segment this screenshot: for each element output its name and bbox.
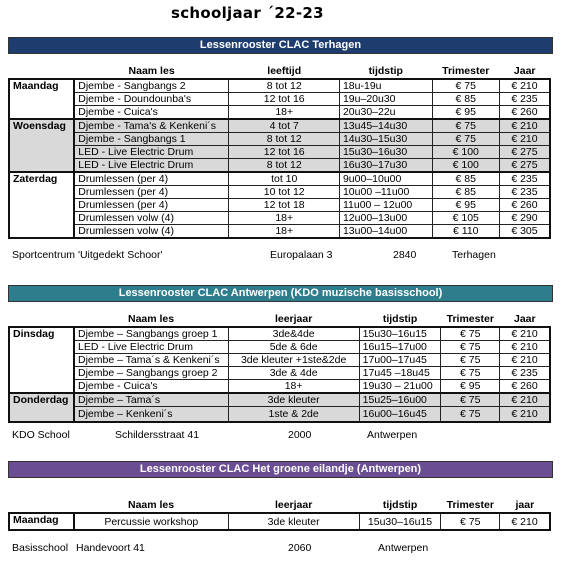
price-year: € 210 — [500, 354, 550, 367]
lesson-name: Drumlessen (per 4) — [74, 186, 229, 199]
price-year: € 275 — [499, 146, 550, 159]
price-year: € 235 — [499, 93, 550, 106]
day-label: Zaterdag — [9, 172, 74, 238]
location-street: Europalaan 3 — [270, 249, 333, 261]
time: 16u15–17u00 — [359, 341, 441, 354]
page-title: schooljaar ´22-23 — [171, 4, 324, 22]
age: 8 tot 12 — [229, 133, 340, 146]
lesson-name: Djembe – Sangbangs groep 2 — [74, 367, 228, 380]
grade: 5de & 6de — [228, 341, 359, 354]
table-row — [9, 341, 550, 354]
location-zip: 2000 — [288, 429, 312, 441]
time: 18u-19u — [339, 79, 432, 93]
location-city: Antwerpen — [367, 429, 418, 441]
table-row — [9, 79, 550, 93]
grade: 3de & 4de — [228, 367, 359, 380]
price-trimester: € 75 — [432, 79, 499, 93]
location-name: Basisschool — [12, 542, 69, 554]
price-year: € 260 — [499, 106, 550, 120]
price-year: € 290 — [499, 212, 550, 225]
table-row — [9, 380, 550, 394]
price-trimester: € 100 — [432, 159, 499, 173]
lesson-name: Drumlessen volw (4) — [74, 212, 229, 225]
lesson-name: Drumlessen (per 4) — [74, 172, 229, 186]
lesson-name: Djembe – Sangbangs groep 1 — [74, 327, 228, 341]
price-trimester: € 105 — [432, 212, 499, 225]
price-trimester: € 85 — [432, 186, 499, 199]
price-year: € 210 — [499, 133, 550, 146]
lesson-name: Djembe - Cuica's — [74, 380, 228, 394]
col-header-trimester: Trimester — [446, 313, 494, 325]
grade: 1ste & 2de — [228, 407, 359, 423]
time: 15u30–16u30 — [339, 146, 432, 159]
location-street: Schildersstraat 41 — [115, 429, 200, 441]
time: 16u30–17u30 — [339, 159, 432, 173]
time: 16u00–16u45 — [359, 407, 441, 423]
section-banner-antwerpen: Lessenrooster CLAC Antwerpen (KDO muzische basisschool) — [8, 285, 553, 302]
price-year: € 305 — [499, 225, 550, 239]
table-row — [9, 146, 550, 159]
price-year: € 235 — [500, 367, 550, 380]
lesson-name: Djembe – Kenkeni´s — [74, 407, 228, 423]
price-year: € 275 — [499, 159, 550, 173]
section-banner-terhagen: Lessenrooster CLAC Terhagen — [8, 37, 553, 54]
table-row — [9, 407, 550, 423]
price-trimester: € 110 — [432, 225, 499, 239]
table-header-row — [9, 64, 550, 79]
age: 12 tot 18 — [229, 199, 340, 212]
price-trimester: € 75 — [441, 341, 500, 354]
table-row — [9, 327, 550, 341]
lesson-name: Percussie workshop — [74, 513, 228, 530]
table-row — [9, 133, 550, 146]
day-label: Donderdag — [9, 393, 74, 422]
price-year: € 260 — [500, 380, 550, 394]
price-trimester: € 85 — [432, 93, 499, 106]
table-row — [9, 393, 550, 407]
age: 8 tot 12 — [229, 79, 340, 93]
table-row — [9, 106, 550, 120]
col-header-trimester: Trimester — [442, 65, 490, 77]
section-banner-groene-eilandje: Lessenrooster CLAC Het groene eilandje (Antwerpen) — [8, 461, 553, 478]
price-year: € 210 — [500, 407, 550, 423]
price-trimester: € 75 — [441, 367, 500, 380]
table-row — [9, 119, 550, 133]
time: 19u30 – 21u00 — [359, 380, 441, 394]
lesson-name: Djembe - Cuica's — [74, 106, 229, 120]
time: 14u30–15u30 — [339, 133, 432, 146]
lesson-name: Drumlessen volw (4) — [74, 225, 229, 239]
age: 10 tot 12 — [229, 186, 340, 199]
price-trimester: € 75 — [441, 327, 500, 341]
time: 15u30–16u15 — [359, 327, 441, 341]
location-city: Terhagen — [452, 249, 496, 261]
schedule-table-groene-eilandje — [8, 498, 551, 531]
table-row — [9, 367, 550, 380]
col-header-tijdstip: tijdstip — [382, 313, 418, 325]
location-city: Antwerpen — [378, 542, 429, 554]
price-trimester: € 95 — [432, 199, 499, 212]
location-street: Handevoort 41 — [76, 542, 145, 554]
table-header-row — [9, 312, 550, 327]
price-year: € 235 — [499, 186, 550, 199]
price-year: € 210 — [499, 79, 550, 93]
col-header-jaar: Jaar — [514, 313, 536, 325]
age: tot 10 — [229, 172, 340, 186]
grade: 3de kleuter — [228, 393, 359, 407]
time: 15u25–16u00 — [359, 393, 441, 407]
location-zip: 2060 — [288, 542, 312, 554]
col-header-jaar: Jaar — [513, 65, 536, 77]
table-row — [9, 354, 550, 367]
location-zip: 2840 — [393, 249, 417, 261]
price-year: € 210 — [500, 341, 550, 354]
price-year: € 235 — [499, 172, 550, 186]
time: 19u–20u30 — [339, 93, 432, 106]
table-row — [9, 212, 550, 225]
col-header-trimester: Trimester — [446, 499, 494, 511]
lesson-name: Djembe - Tama's & Kenkeni´s — [74, 119, 229, 133]
price-trimester: € 75 — [441, 407, 500, 423]
table-row — [9, 225, 550, 239]
price-trimester: € 85 — [432, 172, 499, 186]
price-trimester: € 75 — [441, 354, 500, 367]
lesson-name: LED - Live Electric Drum — [74, 146, 229, 159]
table-row — [9, 172, 550, 186]
grade: 3de&4de — [228, 327, 359, 341]
price-trimester: € 75 — [441, 393, 500, 407]
col-header-leerjaar: leerjaar — [274, 499, 313, 511]
col-header-naam: Naam les — [127, 313, 175, 325]
price-year: € 260 — [499, 199, 550, 212]
grade: 3de kleuter +1ste&2de — [228, 354, 359, 367]
lesson-name: Drumlessen (per 4) — [74, 199, 229, 212]
schedule-table-terhagen — [8, 64, 551, 239]
lesson-name: Djembe - Sangbangs 2 — [74, 79, 229, 93]
time: 20u30–22u — [339, 106, 432, 120]
time: 15u30–16u15 — [359, 513, 441, 530]
age: 12 tot 16 — [229, 93, 340, 106]
lesson-name: LED - Live Electric Drum — [74, 341, 228, 354]
time: 13u00–14u00 — [339, 225, 432, 239]
grade: 18+ — [228, 380, 359, 394]
price-year: € 210 — [499, 119, 550, 133]
col-header-leeftijd: leeftijd — [267, 65, 302, 77]
lesson-name: LED - Live Electric Drum — [74, 159, 229, 173]
col-header-tijdstip: tijdstip — [368, 65, 403, 77]
col-header-tijdstip: tijdstip — [382, 499, 418, 511]
price-trimester: € 95 — [441, 380, 500, 394]
time: 9u00–10u00 — [339, 172, 432, 186]
time: 17u00–17u45 — [359, 354, 441, 367]
price-year: € 210 — [500, 393, 550, 407]
day-label: Maandag — [9, 513, 74, 530]
location-name: KDO School — [12, 429, 70, 441]
table-row — [9, 513, 550, 530]
price-trimester: € 75 — [432, 119, 499, 133]
age: 18+ — [229, 212, 340, 225]
time: 10u00 –11u00 — [339, 186, 432, 199]
price-year: € 210 — [500, 513, 550, 530]
price-trimester: € 75 — [432, 133, 499, 146]
table-header-row — [9, 498, 550, 513]
day-label: Dinsdag — [9, 327, 74, 393]
table-row — [9, 199, 550, 212]
price-trimester: € 100 — [432, 146, 499, 159]
schedule-table-antwerpen — [8, 312, 551, 423]
age: 8 tot 12 — [229, 159, 340, 173]
time: 13u45–14u30 — [339, 119, 432, 133]
age: 18+ — [229, 225, 340, 239]
col-header-jaar: jaar — [515, 499, 535, 511]
day-label: Maandag — [9, 79, 74, 119]
price-year: € 210 — [500, 327, 550, 341]
lesson-name: Djembe - Sangbangs 1 — [74, 133, 229, 146]
table-row — [9, 159, 550, 173]
age: 18+ — [229, 106, 340, 120]
table-row — [9, 93, 550, 106]
lesson-name: Djembe – Tama´s & Kenkeni´s — [74, 354, 228, 367]
time: 11u00 – 12u00 — [339, 199, 432, 212]
price-trimester: € 75 — [441, 513, 500, 530]
col-header-naam: Naam les — [128, 65, 175, 77]
grade: 3de kleuter — [228, 513, 359, 530]
price-trimester: € 95 — [432, 106, 499, 120]
col-header-naam: Naam les — [127, 499, 175, 511]
col-header-leerjaar: leerjaar — [274, 313, 313, 325]
lesson-name: Djembe – Tama´s — [74, 393, 228, 407]
age: 4 tot 7 — [229, 119, 340, 133]
time: 17u45 –18u45 — [359, 367, 441, 380]
day-label: Woensdag — [9, 119, 74, 172]
time: 12u00–13u00 — [339, 212, 432, 225]
location-name: Sportcentrum 'Uitgedekt Schoor' — [12, 249, 163, 261]
table-row — [9, 186, 550, 199]
lesson-name: Djembe - Doundounba's — [74, 93, 229, 106]
age: 12 tot 16 — [229, 146, 340, 159]
